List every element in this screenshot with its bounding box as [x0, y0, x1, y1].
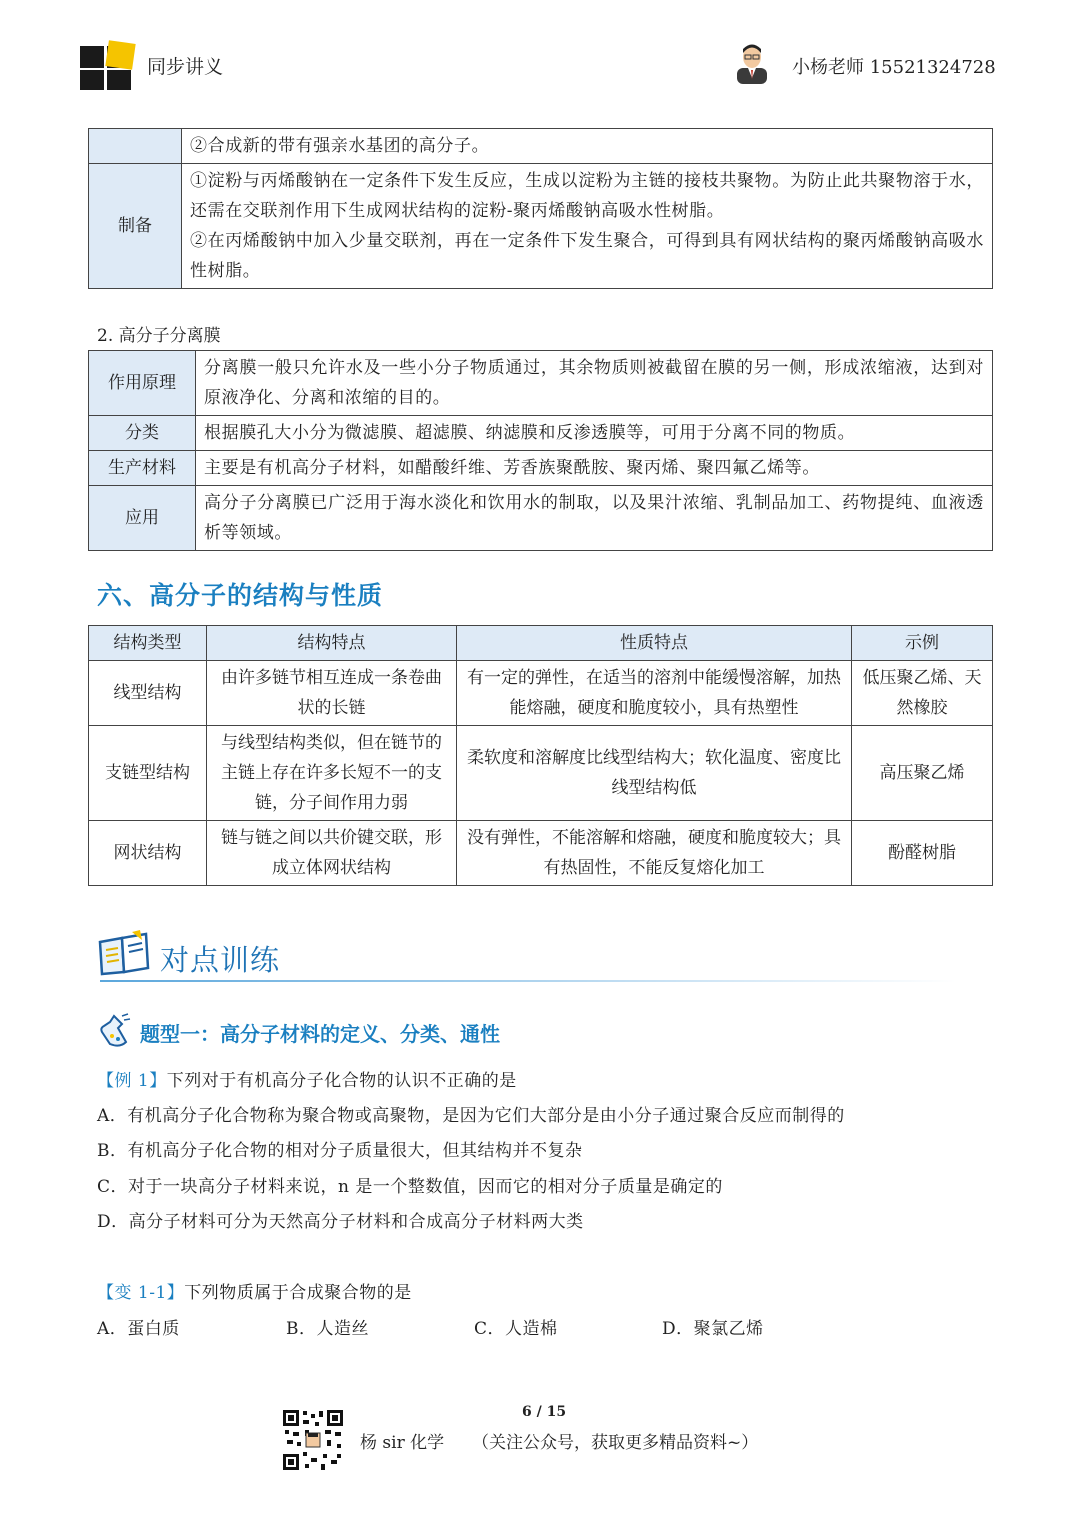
- teacher-avatar-icon: [733, 40, 771, 84]
- structure-table: [88, 625, 993, 886]
- prep-table: [88, 128, 993, 289]
- cell-example: 高压聚乙烯: [852, 726, 993, 821]
- cell-type: 网状结构: [89, 821, 207, 886]
- column-header: 结构特点: [207, 626, 457, 661]
- variant-question: 下列物质属于合成聚合物的是: [184, 1283, 412, 1303]
- row-label: [89, 129, 182, 164]
- header-title: 同步讲义: [147, 56, 224, 78]
- footer-brand: 杨 sir 化学: [360, 1433, 445, 1453]
- row-label: 制备: [89, 164, 182, 289]
- variant-stem: [97, 1278, 412, 1303]
- table-row: [89, 486, 993, 551]
- prep-method-2: ②在丙烯酸钠中加入少量交联剂，再在一定条件下发生聚合，可得到具有网状结构的聚丙烯酸钠高吸水性树脂。: [190, 231, 984, 281]
- example-tag: 【例 1】: [97, 1071, 167, 1091]
- row-text: 分离膜一般只允许水及一些小分子物质通过，其余物质则被截留在膜的另一侧，形成浓缩液，达到对原液净化、分离和浓缩的目的。: [196, 351, 993, 416]
- cell-example: 酚醛树脂: [852, 821, 993, 886]
- cell-property: 没有弹性，不能溶解和熔融，硬度和脆度较大；具有热固性，不能反复熔化加工: [457, 821, 852, 886]
- prep-method-1: ①淀粉与丙烯酸钠在一定条件下发生反应，生成以淀粉为主链的接枝共聚物。为防止此共聚物溶于水，还需在交联剂作用下生成网状结构的淀粉-聚丙烯酸钠高吸水性树脂。: [190, 171, 984, 221]
- divider: [100, 980, 956, 982]
- row-text: 高分子分离膜已广泛用于海水淡化和饮用水的制取，以及果汁浓缩、乳制品加工、药物提纯、血液透析等领域。: [196, 486, 993, 551]
- cell-property: 柔软度和溶解度比线型结构大；软化温度、密度比线型结构低: [457, 726, 852, 821]
- cell-feature: 与线型结构类似，但在链节的主链上存在许多长短不一的支链，分子间作用力弱: [207, 726, 457, 821]
- variant-option-a: A．蛋白质: [97, 1319, 180, 1339]
- table-row: [89, 164, 993, 289]
- option-d: D．高分子材料可分为天然高分子材料和合成高分子材料两大类: [97, 1212, 584, 1232]
- table-row: [89, 129, 993, 164]
- table-row: [89, 351, 993, 416]
- cell-example: 低压聚乙烯、天然橡胶: [852, 661, 993, 726]
- table-row: [89, 416, 993, 451]
- cell-property: 有一定的弹性，在适当的溶剂中能缓慢溶解，加热能熔融，硬度和脆度较小，具有热塑性: [457, 661, 852, 726]
- variant-option-c: C．人造棉: [474, 1319, 558, 1339]
- cell-feature: 由许多链节相互连成一条卷曲状的长链: [207, 661, 457, 726]
- example-stem: [97, 1066, 517, 1091]
- flask-icon: [96, 1012, 134, 1050]
- variant-option-d: D．聚氯乙烯: [662, 1319, 764, 1339]
- page-number: 6 / 15: [522, 1404, 567, 1420]
- row-text: [182, 164, 993, 289]
- section-title: 六、高分子的结构与性质: [97, 581, 384, 610]
- table-header-row: [89, 626, 993, 661]
- example-question: 下列对于有机高分子化合物的认识不正确的是: [166, 1071, 517, 1091]
- option-c: C．对于一块高分子材料来说，n 是一个整数值，因而它的相对分子质量是确定的: [97, 1177, 723, 1197]
- brand-logo: [80, 42, 136, 90]
- cell-type: 线型结构: [89, 661, 207, 726]
- row-text: 主要是有机高分子材料，如醋酸纤维、芳香族聚酰胺、聚丙烯、聚四氟乙烯等。: [196, 451, 993, 486]
- column-header: 示例: [852, 626, 993, 661]
- table-row: [89, 451, 993, 486]
- training-title: 对点训练: [160, 943, 281, 977]
- teacher-contact: 小杨老师 15521324728: [792, 57, 996, 78]
- question-type-title: 题型一：高分子材料的定义、分类、通性: [140, 1022, 500, 1046]
- row-label: 作用原理: [89, 351, 196, 416]
- row-text: 根据膜孔大小分为微滤膜、超滤膜、纳滤膜和反渗透膜等，可用于分离不同的物质。: [196, 416, 993, 451]
- membrane-table: [88, 350, 993, 551]
- option-a: A．有机高分子化合物称为聚合物或高聚物，是因为它们大部分是由小分子通过聚合反应而制得的: [97, 1106, 845, 1126]
- variant-option-b: B．人造丝: [286, 1319, 369, 1339]
- variant-tag: 【变 1-1】: [97, 1283, 185, 1303]
- qr-code-icon: [281, 1408, 345, 1472]
- footer-note: （关注公众号，获取更多精品资料~）: [472, 1433, 759, 1453]
- row-label: 应用: [89, 486, 196, 551]
- table-row: [89, 726, 993, 821]
- cell-type: 支链型结构: [89, 726, 207, 821]
- row-label: 分类: [89, 416, 196, 451]
- table-row: [89, 661, 993, 726]
- book-icon: [96, 928, 152, 978]
- row-label: 生产材料: [89, 451, 196, 486]
- cell-feature: 链与链之间以共价键交联，形成立体网状结构: [207, 821, 457, 886]
- column-header: 性质特点: [457, 626, 852, 661]
- option-b: B．有机高分子化合物的相对分子质量很大，但其结构并不复杂: [97, 1141, 583, 1161]
- row-text: ②合成新的带有强亲水基团的高分子。: [182, 129, 993, 164]
- table-row: [89, 821, 993, 886]
- column-header: 结构类型: [89, 626, 207, 661]
- section-heading: 2. 高分子分离膜: [97, 326, 221, 346]
